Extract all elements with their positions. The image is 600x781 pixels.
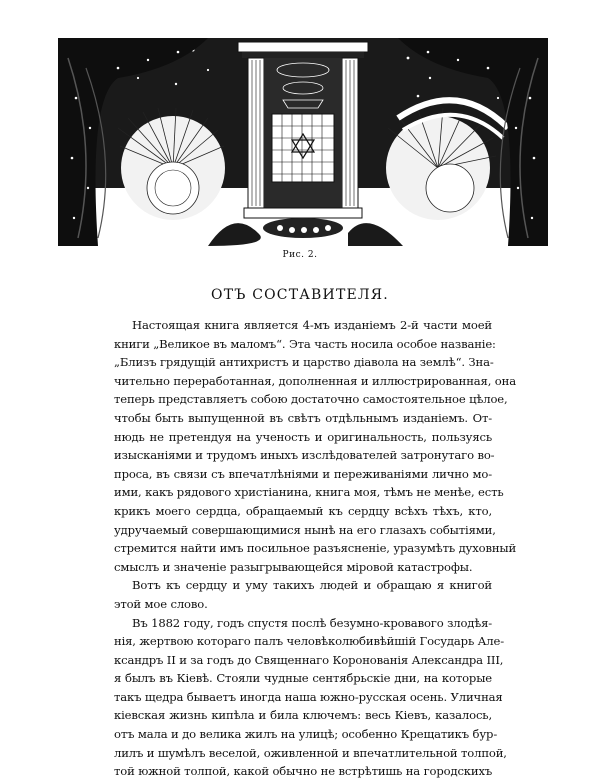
text-line: той южной толпой, какой обычно не встрѣтишь на городскихъ (114, 764, 493, 779)
text-line: изысканіями и трудомъ иныхъ изслѣдователей затронутаго во- (114, 448, 495, 463)
section-heading: ОТЪ СОСТАВИТЕЛЯ. (211, 287, 389, 303)
theatre-stage-engraving (58, 38, 548, 246)
body-text (114, 316, 517, 781)
text-line: ксандръ II и за годъ до Священнаго Коронованія Александра III, (114, 652, 504, 667)
text-line: чтобы быть выпущенной въ свѣтъ отдѣльнымъ изданіемъ. От- (114, 410, 492, 425)
text-line: ими, какъ рядового христіанина, книга моя, тѣмъ не менѣе, есть (114, 485, 504, 500)
text-line: такъ щедра бываетъ иногда наша южно-русская осень. Уличная (114, 689, 503, 704)
text-line: Въ 1882 году, годъ спустя послѣ безумно-кровавого злодѣя- (132, 615, 493, 630)
text-line: кіевская жизнь кипѣла и била ключемъ: весь Кіевъ, казалось, (114, 708, 492, 723)
paragraph-3 (114, 614, 507, 781)
figure-caption: Рис. 2. (282, 250, 318, 260)
text-line: удручаемый совершающимися нынѣ на его глазахъ событіями, (114, 522, 496, 537)
text-line: крикъ моего сердца, обращаемый къ сердцу всѣхъ тѣхъ, кто, (114, 503, 492, 518)
text-line: книги „Великое въ маломъ“. Эта часть носила особое названіе: (114, 336, 496, 351)
paragraph-2 (114, 576, 492, 613)
text-line: Вотъ къ сердцу и уму такихъ людей и обращаю я книгой (132, 578, 492, 593)
text-line: этой мое слово. (114, 596, 208, 611)
text-line: стремится найти имъ посильное разъясненіе, уразумѣть духовный (114, 541, 517, 556)
text-line: отъ мала и до велика жилъ на улицѣ; особенно Крещатикъ бур- (114, 727, 498, 742)
text-line: нюдь не претендуя на ученость и оригинальность, пользуясь (114, 429, 492, 444)
text-line: я былъ въ Кіевѣ. Стояли чудные сентябрьскіе дни, на которые (114, 671, 492, 686)
text-line: нія, жертвою котораго палъ человѣколюбивѣйшій Государь Але- (114, 634, 504, 649)
text-line: Настоящая книга является 4-мъ изданіемъ 2-й части моей (132, 318, 492, 332)
paragraph-1 (114, 316, 517, 576)
text-line: проса, въ связи съ впечатлѣніями и переживаніями лично мо- (114, 466, 492, 481)
central-temple (238, 42, 368, 238)
engraving-illustration (58, 38, 548, 246)
text-line: лилъ и шумѣлъ веселой, оживленной и впечатлительной толпой, (114, 745, 507, 760)
text-line: чительно переработанная, дополненная и иллюстрированная, она (114, 373, 516, 388)
text-line: смыслъ и значеніе разыгрывающейся міровой катастрофы. (114, 559, 473, 574)
text-line: „Близъ грядущій антихристъ и царство діавола на землѣ“. Зна- (114, 355, 494, 370)
text-line: теперь представляетъ собою достаточно самостоятельное цѣлое, (114, 392, 508, 407)
